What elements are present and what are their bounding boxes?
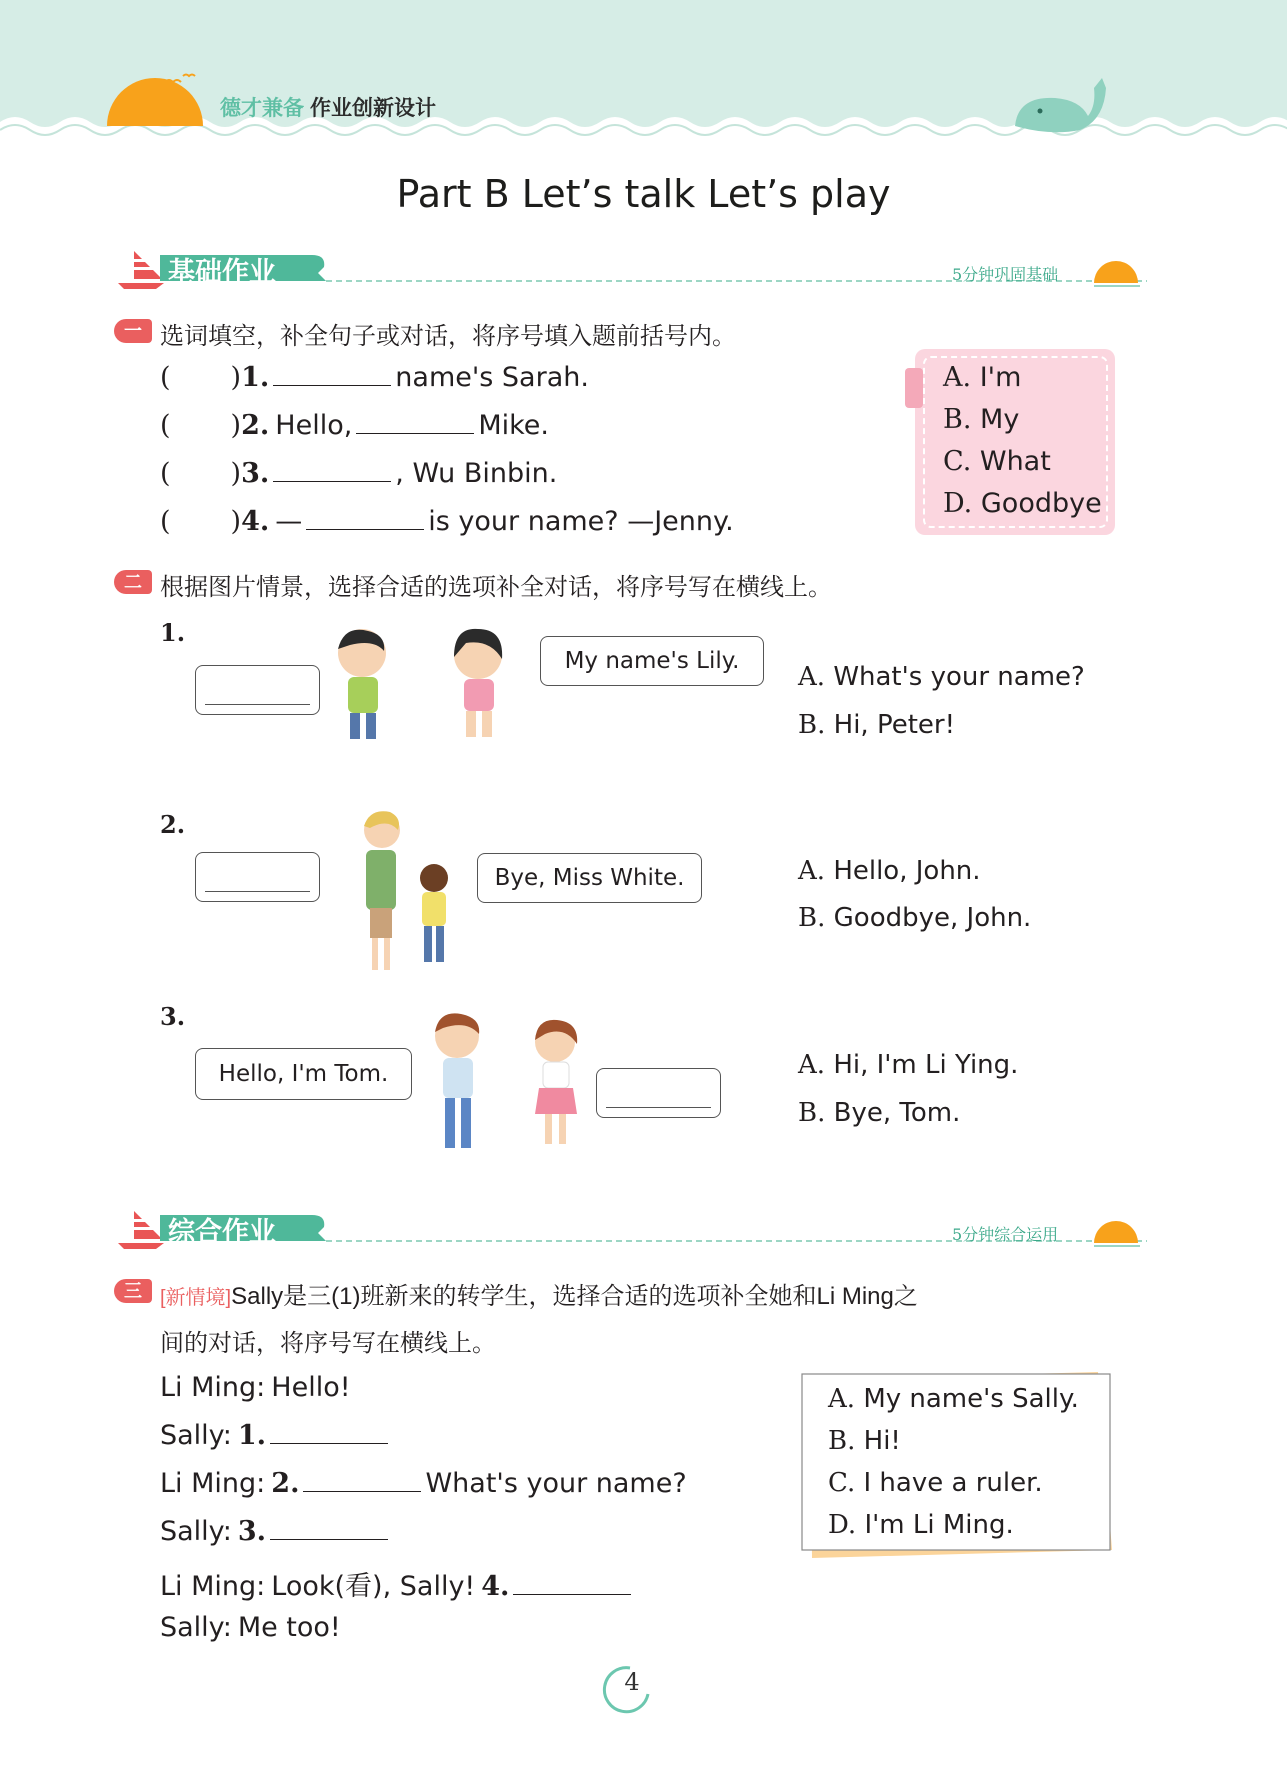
option-text: I'm Li Ming. — [864, 1510, 1014, 1540]
answer-paren-close: ) — [230, 410, 242, 441]
section-time-basic: 5分钟巩固基础 — [952, 265, 1059, 284]
tom-and-girl-illustration — [425, 1010, 595, 1160]
option-letter: A. — [798, 1050, 826, 1080]
question-instruction-1: 选词填空，补全句子或对话，将序号填入题前括号内。 — [160, 323, 736, 350]
option-text: Hi, I'm Li Ying. — [833, 1050, 1019, 1080]
sunset-sun-icon — [105, 62, 205, 132]
dialogue-text: Look(看), Sally! — [271, 1571, 476, 1602]
page-number: 4 — [624, 1668, 640, 1696]
option-text: Goodbye, John. — [833, 903, 1032, 933]
dialogue-text: Hello! — [271, 1372, 351, 1403]
section-label-comprehensive: 综合作业 — [168, 1217, 276, 1247]
question-badge-1: 一 — [114, 319, 152, 343]
dialogue-line — [160, 1372, 351, 1403]
fill-blank-row — [160, 410, 549, 441]
boy-and-girl-illustration — [320, 625, 540, 745]
text-after-blank: name's Sarah. — [395, 362, 589, 393]
option-letter: B. — [798, 710, 826, 740]
answer-paren-close: ) — [230, 506, 242, 537]
q2-item2-option-a — [798, 856, 981, 886]
question-badge-3: 三 — [114, 1279, 152, 1303]
text-before-blank: — — [275, 506, 303, 537]
option-text: What — [979, 446, 1051, 477]
answer-blank[interactable] — [513, 1571, 631, 1595]
text-before-blank: Hello, — [275, 410, 353, 441]
answer-bubble-blank[interactable] — [195, 852, 320, 902]
q2-item-number: 1. — [160, 618, 186, 647]
option-letter: A. — [943, 362, 972, 393]
q2-item-number: 3. — [160, 1002, 186, 1031]
instruction-line-1: Sally是三(1)班新来的转学生，选择合适的选项补全她和Li Ming之 — [231, 1283, 918, 1310]
fill-blank-row — [160, 362, 589, 393]
option-text: I'm — [979, 362, 1022, 393]
option-a — [943, 362, 1021, 393]
whale-icon — [1010, 76, 1110, 134]
option-text: Hello, John. — [833, 856, 981, 886]
option-a — [828, 1384, 1079, 1414]
page-title: Part B Let’s talk Let’s play — [396, 172, 891, 216]
dialogue-text: Me too! — [237, 1612, 341, 1643]
answer-blank[interactable] — [273, 362, 391, 386]
answer-paren-open: ( — [160, 362, 171, 393]
option-letter: B. — [943, 404, 972, 435]
speaker-name: Sally: — [160, 1612, 232, 1643]
speech-bubble: My name's Lily. — [540, 636, 764, 686]
q2-item3-option-b — [798, 1098, 960, 1128]
answer-paren-open: ( — [160, 458, 171, 489]
option-box-1-tab — [905, 368, 923, 408]
option-text: Bye, Tom. — [833, 1098, 961, 1128]
option-text: Hi, Peter! — [833, 710, 955, 740]
option-text: Goodbye — [980, 488, 1102, 519]
answer-blank[interactable] — [306, 506, 424, 530]
answer-bubble-blank[interactable] — [596, 1068, 721, 1118]
answer-blank[interactable] — [270, 1420, 388, 1444]
option-letter: D. — [828, 1510, 857, 1540]
item-number: 1. — [241, 362, 270, 393]
speaker-name: Li Ming: — [160, 1372, 266, 1403]
brand-colored-text: 德才兼备 — [220, 97, 304, 120]
answer-blank[interactable] — [356, 410, 474, 434]
question-badge-2: 二 — [114, 570, 152, 594]
item-number: 3. — [237, 1516, 266, 1547]
answer-paren-open: ( — [160, 410, 171, 441]
answer-blank[interactable] — [270, 1516, 388, 1540]
small-sun-icon — [1092, 255, 1142, 289]
item-number: 4. — [241, 506, 270, 537]
option-text: My — [980, 404, 1020, 435]
item-number: 1. — [237, 1420, 266, 1451]
q2-item1-option-a — [798, 662, 1085, 692]
option-text: Hi! — [863, 1426, 901, 1456]
speech-bubble: Bye, Miss White. — [477, 853, 702, 903]
option-c — [943, 446, 1051, 477]
option-letter: B. — [798, 903, 826, 933]
speaker-name: Li Ming: — [160, 1571, 266, 1602]
option-letter: D. — [943, 488, 973, 519]
answer-paren-close: ) — [230, 458, 242, 489]
answer-paren-open: ( — [160, 506, 171, 537]
speaker-name: Sally: — [160, 1516, 232, 1547]
answer-paren-close: ) — [230, 362, 242, 393]
option-text: My name's Sally. — [863, 1384, 1079, 1414]
answer-bubble-blank[interactable] — [195, 665, 320, 715]
question-instruction-3-line2: 间的对话，将序号写在横线上。 — [160, 1330, 496, 1357]
brand-title — [220, 92, 436, 122]
small-sun-icon — [1092, 1215, 1142, 1249]
option-d — [943, 488, 1102, 519]
text-after-blank: Mike. — [478, 410, 549, 441]
dialogue-text: What's your name? — [425, 1468, 687, 1499]
option-letter: A. — [798, 662, 826, 692]
option-letter: A. — [828, 1384, 856, 1414]
q2-item3-option-a — [798, 1050, 1018, 1080]
section-time-comprehensive: 5分钟综合运用 — [952, 1225, 1059, 1244]
dialogue-line — [160, 1468, 687, 1499]
option-letter: C. — [828, 1468, 856, 1498]
item-number: 2. — [241, 410, 270, 441]
answer-blank[interactable] — [273, 458, 391, 482]
brand-dark-text: 作业创新设计 — [310, 97, 436, 120]
dialogue-line — [160, 1420, 392, 1451]
option-letter: A. — [798, 856, 826, 886]
question-instruction-2: 根据图片情景，选择合适的选项补全对话，将序号写在横线上。 — [160, 574, 832, 601]
dialogue-line — [160, 1564, 635, 1603]
fill-blank-row — [160, 458, 557, 489]
option-d — [828, 1510, 1014, 1540]
text-after-blank: is your name? —Jenny. — [428, 506, 734, 537]
speech-bubble: Hello, I'm Tom. — [195, 1048, 412, 1100]
option-b — [943, 404, 1019, 435]
option-text: I have a ruler. — [863, 1468, 1043, 1498]
option-letter: C. — [943, 446, 972, 477]
item-number: 2. — [271, 1468, 300, 1499]
question-instruction-3 — [160, 1276, 918, 1311]
item-number: 4. — [481, 1571, 510, 1602]
dialogue-line — [160, 1516, 392, 1547]
option-letter: B. — [828, 1426, 856, 1456]
section-label-basic: 基础作业 — [168, 257, 276, 287]
answer-blank[interactable] — [303, 1468, 421, 1492]
q2-item-number: 2. — [160, 810, 186, 839]
option-c — [828, 1468, 1043, 1498]
speaker-name: Sally: — [160, 1420, 232, 1451]
q2-item2-option-b — [798, 903, 1031, 933]
option-text: What's your name? — [833, 662, 1085, 692]
fill-blank-row — [160, 506, 734, 537]
dialogue-line — [160, 1612, 341, 1643]
option-b — [828, 1426, 901, 1456]
option-letter: B. — [798, 1098, 826, 1128]
text-after-blank: , Wu Binbin. — [395, 458, 558, 489]
item-number: 3. — [241, 458, 270, 489]
teacher-and-boy-illustration — [330, 808, 460, 974]
new-context-tag: [新情境] — [160, 1287, 232, 1309]
speaker-name: Li Ming: — [160, 1468, 266, 1499]
q2-item1-option-b — [798, 710, 955, 740]
